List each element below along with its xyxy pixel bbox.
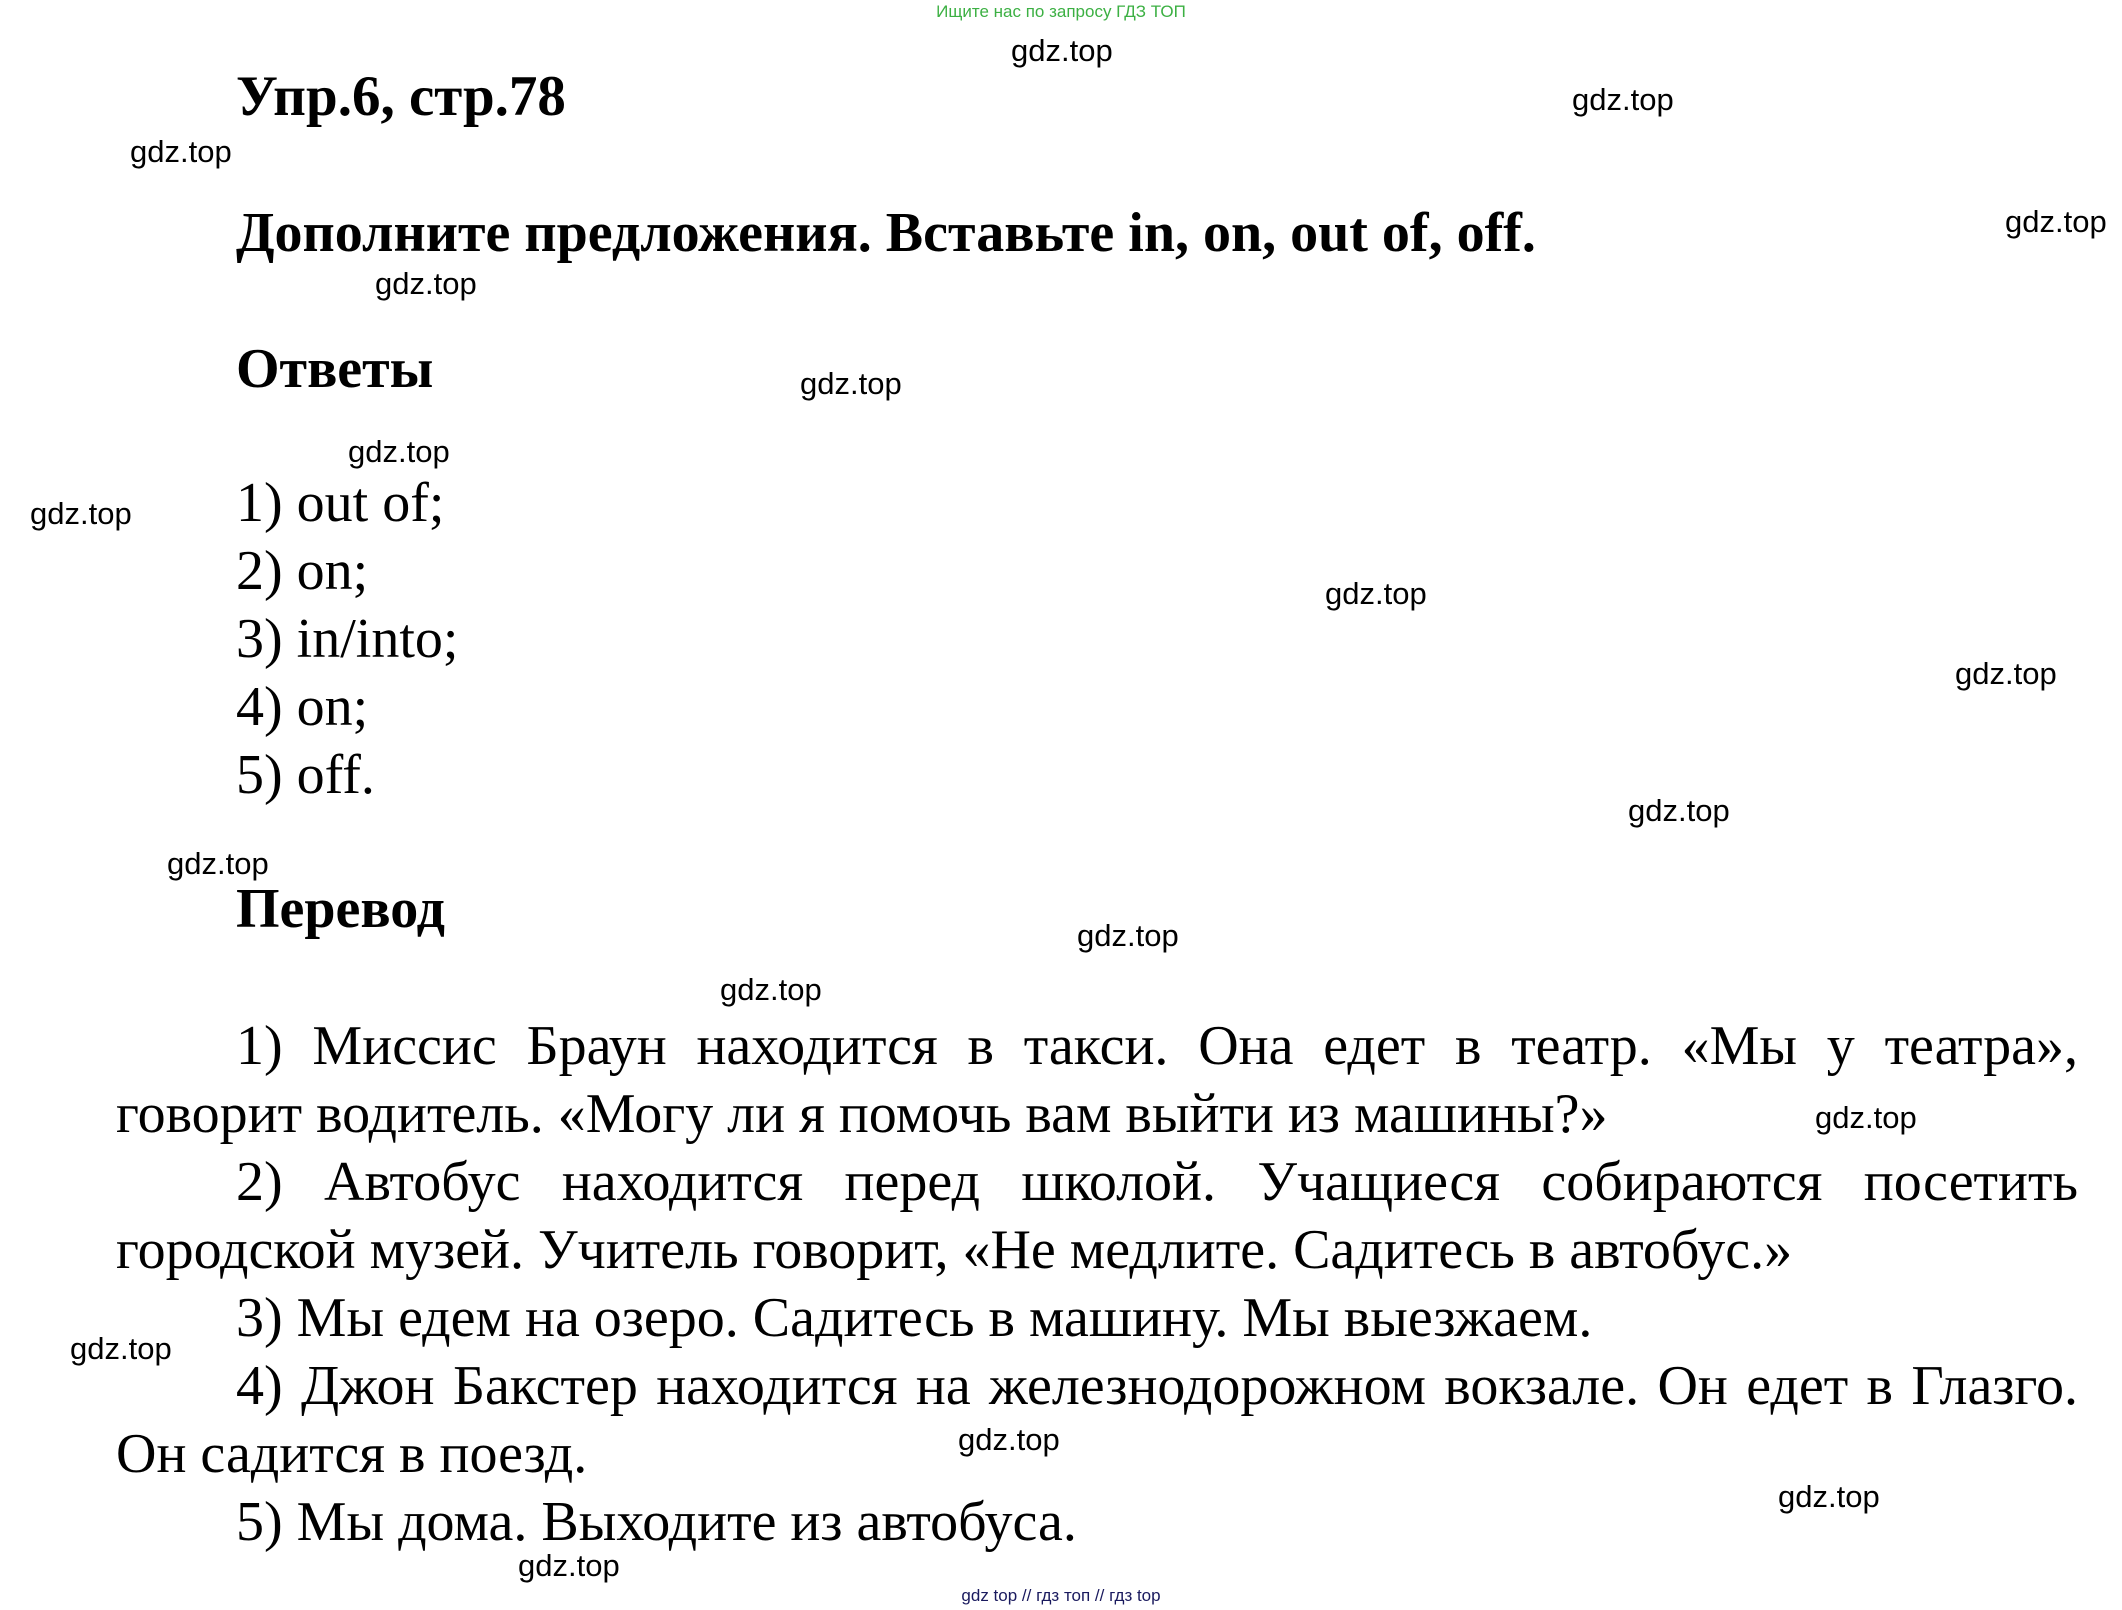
translation-paragraph-5: 5) Мы дома. Выходите из автобуса. <box>236 1491 1077 1553</box>
top-banner-link[interactable]: Ищите нас по запросу ГДЗ ТОП <box>936 2 1186 21</box>
answer-item-5: 5) off. <box>236 744 375 806</box>
watermark-text: gdz.top <box>130 134 232 169</box>
answers-heading: Ответы <box>236 338 434 400</box>
watermark-text: gdz.top <box>30 496 132 531</box>
watermark-text: gdz.top <box>1011 33 1113 68</box>
watermark-text: gdz.top <box>1077 918 1179 953</box>
exercise-title: Упр.6, стр.78 <box>236 65 566 128</box>
watermark-text: gdz.top <box>2005 204 2107 239</box>
translation-paragraph-2: 2) Автобус находится перед школой. Учащиеся собираются посетить городской музей. Учитель говорит, «Не медлите. Садитесь в автобус.» <box>116 1151 2078 1281</box>
exercise-instruction: Дополните предложения. Вставьте in, on, out of, off. <box>236 202 1536 264</box>
answers-list <box>236 469 458 809</box>
watermark-text: gdz.top <box>1778 1479 1880 1514</box>
footer-links[interactable]: gdz top // гдз топ // гдз top <box>961 1586 1161 1605</box>
answer-item-1: 1) out of; <box>236 472 445 534</box>
translation-paragraph-1: 1) Миссис Браун находится в такси. Она едет в театр. «Мы у театра», говорит водитель. «Могу ли я помочь вам выйти из машины?» <box>116 1015 2078 1145</box>
watermark-text: gdz.top <box>70 1331 172 1366</box>
watermark-text: gdz.top <box>348 434 450 469</box>
watermark-text: gdz.top <box>1572 82 1674 117</box>
watermark-text: gdz.top <box>958 1422 1060 1457</box>
watermark-text: gdz.top <box>800 366 902 401</box>
translation-heading: Перевод <box>236 878 445 940</box>
watermark-text: gdz.top <box>1325 576 1427 611</box>
translation-paragraph-4: 4) Джон Бакстер находится на железнодорожном вокзале. Он едет в Глазго. Он садится в поезд. <box>116 1355 2078 1485</box>
watermark-text: gdz.top <box>375 266 477 301</box>
watermark-text: gdz.top <box>167 846 269 881</box>
watermark-text: gdz.top <box>720 972 822 1007</box>
translation-block <box>116 1012 2078 1556</box>
watermark-text: gdz.top <box>1815 1100 1917 1135</box>
watermark-text: gdz.top <box>1955 656 2057 691</box>
answer-item-3: 3) in/into; <box>236 608 459 670</box>
answer-item-4: 4) on; <box>236 676 369 738</box>
watermark-text: gdz.top <box>518 1548 620 1583</box>
watermark-text: gdz.top <box>1628 793 1730 828</box>
translation-paragraph-3: 3) Мы едем на озеро. Садитесь в машину. Мы выезжаем. <box>236 1287 1593 1349</box>
answer-item-2: 2) on; <box>236 540 369 602</box>
